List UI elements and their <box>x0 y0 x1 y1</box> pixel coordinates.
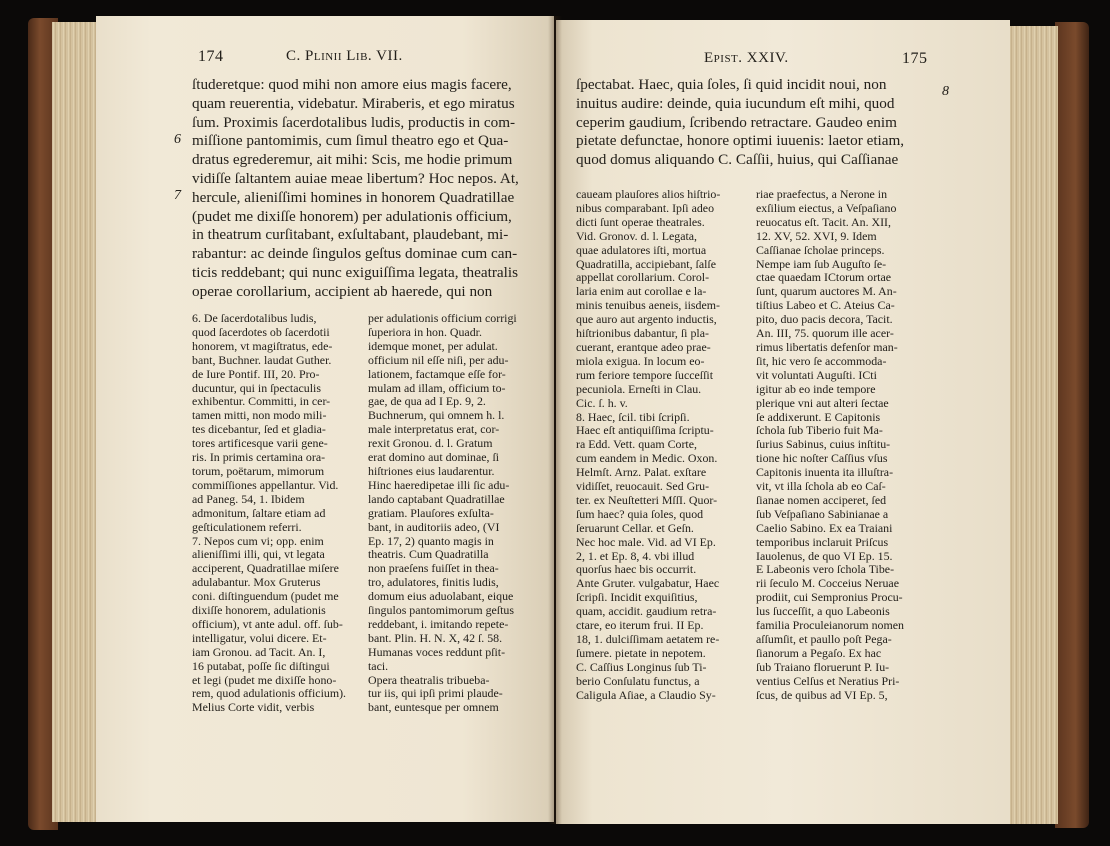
note-line: Nempe iam ſub Auguſto ſe- <box>756 257 887 271</box>
note-line: ſunt, quarum auctores M. An- <box>756 285 897 299</box>
note-line: admonitum, ſaltare etiam ad <box>192 506 326 520</box>
note-line: per adulationis officium corrigi <box>368 312 517 325</box>
note-line: lationem, factamque eſſe for- <box>368 367 506 381</box>
note-line: vit, vt illa ſchola ab eo Caſ- <box>756 480 886 494</box>
note-line: An. III, 75. quorum ille acer- <box>756 327 894 341</box>
note-line: ſcripſi. Incidit exquiſitius, <box>576 591 698 605</box>
note-line: iam Gronou. ad Tacit. An. I, <box>192 645 326 659</box>
note-line: bant. Plin. H. N. X, 42 ſ. 58. <box>368 631 503 645</box>
note-line: aſſumſit, et paullo poſt Pega- <box>756 633 892 646</box>
text-line: inuitus audire: deinde, quia iucundum eſt mihi, quod <box>576 94 895 112</box>
note-line: Hinc haeredipetae illi ſic adu- <box>368 478 510 492</box>
note-line: de Iure Pontif. III, 20. Pro- <box>192 367 320 381</box>
text-line: ſum. Proximis ſacerdotalibus ludis, productis in com- <box>192 113 516 131</box>
note-line: ſcus, de quibus ad VI Ep. 5, <box>756 688 888 702</box>
note-line: erat domino aut dominae, ſi <box>368 451 500 465</box>
note-line: Vid. Gronov. d. l. Legata, <box>576 229 698 243</box>
note-line: dicti ſunt operae theatrales. <box>576 215 705 229</box>
note-line: 12. XV, 52. XVI, 9. Idem <box>756 229 877 243</box>
note-line: Ante Gruter. vulgabatur, Haec <box>576 577 720 591</box>
note-line: vit voluntati Auguſti. ICti <box>756 368 877 382</box>
note-line: rum feriore tempore ſucceſſit <box>576 368 714 382</box>
note-line: quod ſacerdotes ob ſacerdotii <box>192 325 330 339</box>
note-line: ra Edd. Vett. quam Corte, <box>576 438 697 452</box>
note-line: Humanas voces reddunt pſit- <box>368 645 506 659</box>
note-line: C. Caſſius Longinus ſub Ti- <box>576 660 707 674</box>
note-line: intelligatur, volui dicere. Et- <box>192 631 327 645</box>
note-line: ſub Traiano floruerunt P. Iu- <box>756 660 890 674</box>
margin-number: 7 <box>174 188 181 203</box>
note-line: mulam ad illam, officium to- <box>368 381 506 395</box>
note-line: ſingulos pantomimorum geſtus <box>368 604 514 618</box>
note-line: tur iis, qui ipſi primi plaude- <box>368 687 503 701</box>
note-line: exhibentur. Committi, in cer- <box>192 395 331 409</box>
note-line: pito, duo pacis decora, Tacit. <box>756 313 893 327</box>
note-line: Helmſt. Arnz. Palat. exſtare <box>576 466 707 480</box>
note-line: rem, quod adulationis officium). <box>192 687 346 701</box>
running-head: C. Plinii Lib. VII. <box>286 48 403 64</box>
note-line: dixiſſe honorem, adulationis <box>192 604 326 618</box>
note-line: theatris. Cum Quadratilla <box>368 548 489 562</box>
note-line: ſum haec? quia ſoles, quod <box>576 507 704 521</box>
note-line: temporibus inclaruit Priſcus <box>756 535 889 549</box>
book-cover-right <box>1055 22 1089 828</box>
text-line: pietate defunctae, honore optimi iuuenis: laetor etiam, <box>576 132 905 150</box>
note-line: ris. In primis certamina ora- <box>192 451 326 465</box>
left-page <box>96 16 554 822</box>
note-line: torum, poëtarum, mimorum <box>192 464 325 478</box>
note-line: prodiit, cui Sempronius Procu- <box>756 591 903 605</box>
note-line: quae adulatores iſti, mortua <box>576 243 707 257</box>
text-line: (pudet me dixiſſe honorem) per adulationis officium, <box>192 207 512 225</box>
running-head: Epist. XXIV. <box>704 50 789 66</box>
note-line: 16 putabat, poſſe ſic diſtingui <box>192 659 330 673</box>
note-line: ad Paneg. 54, 1. Ibidem <box>192 492 305 506</box>
note-line: Caligula Aſiae, a Claudio Sy- <box>576 688 716 702</box>
main-text <box>576 76 932 170</box>
note-line: pecuniola. Erneſti in Clau. <box>576 382 702 396</box>
note-line: ſumere. pietate in nepotem. <box>576 646 706 660</box>
note-line: male interpretatus erat, cor- <box>368 423 500 437</box>
note-line: idemque monet, per adulat. <box>368 339 498 353</box>
note-line: taci. <box>368 659 389 673</box>
note-line: 7. Nepos cum vi; opp. enim <box>192 534 324 548</box>
note-line: Cic. ſ. h. v. <box>576 396 628 410</box>
note-line: bant, Buchner. laudat Guther. <box>192 353 332 367</box>
note-line: laria enim aut corollae e la- <box>576 285 707 299</box>
note-line: honorem, vt magiſtratus, ede- <box>192 339 333 353</box>
page-number: 174 <box>198 48 224 65</box>
note-line: tores artificesque varii gene- <box>192 437 328 451</box>
note-line: cum eandem in Medic. Oxon. <box>576 452 718 466</box>
note-line: Haec eſt antiquiſſima ſcriptu- <box>576 424 714 438</box>
note-line: Quadratilla, accipiebant, ſalſe <box>576 257 716 271</box>
commentary-column-1 <box>576 188 748 703</box>
note-line: hiſtrionibus dabantur, ſi pla- <box>576 327 709 341</box>
note-line: tamen mitti, non modo mili- <box>192 409 327 423</box>
note-line: geſticulationem referri. <box>192 520 302 534</box>
note-line: que auro aut argento inductis, <box>576 313 717 327</box>
text-line: ceperim gaudium, ſcribendo retractare. Gaudeo enim <box>576 113 897 131</box>
margin-number: 8 <box>942 84 949 99</box>
commentary-column-2 <box>756 188 934 703</box>
note-line: tro, adulatores, finitis ludis, <box>368 576 499 590</box>
note-line: riae praefectus, a Nerone in <box>756 188 888 201</box>
note-line: rexit Gronou. d. l. Gratum <box>368 437 493 451</box>
note-line: ſianae nomen acciperet, ſed <box>756 493 887 507</box>
note-line: ſit, hic vero ſe accommoda- <box>756 354 887 368</box>
note-line: ventius Celſus et Neratius Pri- <box>756 674 900 688</box>
note-line: tione hic noſter Caſſius vſus <box>756 452 888 466</box>
note-line: ſuperiora in hon. Quadr. <box>368 325 482 339</box>
note-line: reddebant, i. imitando repete- <box>368 617 509 631</box>
note-line: officium), vt ante adul. off. ſub- <box>192 617 343 631</box>
text-line: ticis reddebant; qui nunc exiguiſſima legata, theatralis <box>192 263 519 281</box>
note-line: 6. De ſacerdotalibus ludis, <box>192 312 317 325</box>
note-line: Nec hoc male. Vid. ad VI Ep. <box>576 535 716 549</box>
commentary-column-1 <box>192 312 362 715</box>
note-line: miola exigua. In locum eo- <box>576 354 705 368</box>
page-edges-right <box>1008 26 1058 824</box>
note-line: caueam plauſores alios hiſtrio- <box>576 188 721 201</box>
note-line: appellat corollarium. Corol- <box>576 271 710 285</box>
text-line: miſſione pantomimis, cum ſimul theatro ego et Qua- <box>192 132 509 150</box>
note-line: bant, in auditoriis adeo, (VI <box>368 520 500 534</box>
text-line: rabantur: ac deinde ſingulos geſtus dominae cum can- <box>192 245 518 263</box>
note-line: ſe addixerunt. E Capitonis <box>756 410 881 424</box>
note-line: Melius Corte vidit, verbis <box>192 701 315 715</box>
note-line: coni. diſtinguendum (pudet me <box>192 590 339 604</box>
note-line: Ep. 17, 2) quanto magis in <box>368 534 494 548</box>
note-line: rimus libertatis defenſor man- <box>756 340 898 354</box>
margin-number: 6 <box>174 132 181 147</box>
note-line: tiſtius Labeo et C. Ateius Ca- <box>756 299 895 313</box>
text-line: in theatrum curſitabant, exſultabant, plaudebant, mi- <box>192 226 509 244</box>
text-line: ſpectabat. Haec, quia ſoles, ſi quid incidit noui, non <box>576 76 887 93</box>
note-line: rii ſeculo M. Cocceius Neruae <box>756 577 899 591</box>
text-line: vidiſſe ſaltantem auiae meae libertum? Hoc nepos. At, <box>192 169 519 187</box>
note-line: gratiam. Plauſores exſulta- <box>368 506 494 520</box>
page-number: 175 <box>902 50 928 67</box>
note-line: alieniſſimi illi, qui, vt legata <box>192 548 325 562</box>
note-line: Opera theatralis tribueba- <box>368 673 490 687</box>
note-line: cuerant, erantque adeo prae- <box>576 340 711 354</box>
note-line: 2, 1. et Ep. 8, 4. vbi illud <box>576 549 695 563</box>
note-line: Buchnerum, qui omnem h. l. <box>368 409 505 423</box>
page-edges-left <box>52 22 98 822</box>
note-line: reuocatus eſt. Tacit. An. XII, <box>756 215 891 229</box>
note-line: ctare, eo iterum frui. II Ep. <box>576 619 704 633</box>
text-line: quod domus aliquando C. Caſſii, huius, qui Caſſianae <box>576 151 899 169</box>
note-line: ſub Veſpaſiano Sabinianae a <box>756 507 889 521</box>
note-line: lando captabant Quadratillae <box>368 492 505 506</box>
book-gutter <box>548 16 562 824</box>
commentary-column-2 <box>368 312 542 715</box>
note-line: igitur ab eo inde tempore <box>756 382 876 396</box>
note-line: hiſtriones eius laudarentur. <box>368 464 495 478</box>
right-page <box>556 20 1010 824</box>
note-line: gae, de qua ad I Ep. 9, 2. <box>368 395 486 409</box>
note-line: ter. ex Neuſtetteri MſſI. Quor- <box>576 493 718 507</box>
note-line: nibus comparabant. Ipſi adeo <box>576 201 715 215</box>
text-line: quam reuerentia, videbatur. Miraberis, et ego miratus <box>192 94 515 112</box>
note-line: familia Proculeianorum nomen <box>756 619 904 633</box>
note-line: ſianorum a Pegaſo. Ex hac <box>756 646 882 660</box>
note-line: bant, euntesque per omnem <box>368 701 499 715</box>
note-line: officium nil eſſe niſi, per adu- <box>368 353 509 367</box>
note-line: vidiſſet, reuocauit. Sed Gru- <box>576 480 710 494</box>
text-line: dratus egrederemur, ait mihi: Scis, me hodie primum <box>192 151 513 169</box>
main-text <box>192 76 542 302</box>
text-line: ſtuderetque: quod mihi non amore eius magis facere, <box>192 76 512 93</box>
text-line: hercule, alieniſſimi homines in honorem Quadratillae <box>192 188 515 206</box>
note-line: 18, 1. dulciſſimam aetatem re- <box>576 633 720 646</box>
note-line: adulabantur. Mox Gruterus <box>192 576 321 590</box>
note-line: tes dicebantur, ſed et gladia- <box>192 423 326 437</box>
note-line: lus ſucceſſit, a quo Labeonis <box>756 605 890 619</box>
note-line: plerique vni aut alteri ſectae <box>756 396 889 410</box>
note-line: ſurius Sabinus, cuius inſtitu- <box>756 438 891 452</box>
note-line: quam, accidit. gaudium retra- <box>576 605 717 619</box>
note-line: ducuntur, qui in ſpectaculis <box>192 381 321 395</box>
note-line: acciperent, Quadratillae miſere <box>192 562 339 576</box>
note-line: berio Conſulatu functus, a <box>576 674 700 688</box>
note-line: commiſſiones appellantur. Vid. <box>192 478 339 492</box>
note-line: Iauolenus, de quo VI Ep. 15. <box>756 549 893 563</box>
note-line: domum eius aduolabant, eique <box>368 590 514 604</box>
note-line: 8. Haec, ſcil. tibi ſcripſi. <box>576 410 690 424</box>
note-line: E Labeonis vero ſchola Tibe- <box>756 563 895 577</box>
note-line: Caſſianae ſcholae princeps. <box>756 243 885 257</box>
note-line: ſeruarunt Cellar. et Geſn. <box>576 521 694 535</box>
note-line: quorſus haec bis occurrit. <box>576 563 697 577</box>
note-line: Capitonis inuenta ita illuſtra- <box>756 466 894 480</box>
note-line: Caelio Sabino. Ex ea Traiani <box>756 521 893 535</box>
note-line: ſchola ſub Tiberio fuit Ma- <box>756 424 883 438</box>
text-line: operae corollarium, accipient ab haerede, qui non <box>192 282 493 300</box>
note-line: et legi (pudet me dixiſſe hono- <box>192 673 337 687</box>
note-line: minis tenuibus aeneis, iisdem- <box>576 299 720 313</box>
note-line: exſilium eiectus, a Veſpaſiano <box>756 201 897 215</box>
note-line: non praeſens fuiſſet in thea- <box>368 562 499 576</box>
note-line: ctae quaedam ICtorum ortae <box>756 271 892 285</box>
